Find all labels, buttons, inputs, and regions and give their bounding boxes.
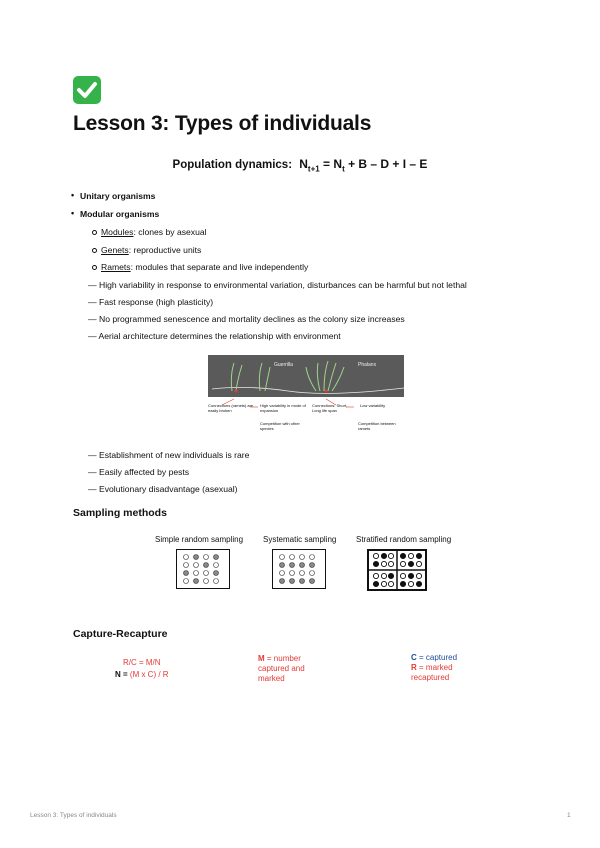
capture-formula-n: N = (M x C) / R	[115, 670, 169, 679]
dash-line: — High variability in response to environmental variation, disturbances can be harmful but not lethal	[88, 280, 467, 290]
dash-line: — Fast response (high plasticity)	[88, 297, 214, 307]
definition-r: R = marked recaptured	[411, 663, 453, 682]
figure-note: Competition between ramets	[358, 421, 396, 431]
dash-line: — Establishment of new individuals is rare	[88, 450, 250, 460]
growth-forms-figure	[208, 355, 404, 435]
figure-note: Competition with other species	[260, 421, 300, 431]
formula-equation: $N_{t+1} = N_t + B - D + I - E$	[299, 157, 428, 174]
figure-label-guerrilla: Guerrilla	[274, 362, 293, 368]
figure-note: Low variability	[360, 403, 386, 408]
simple-random-grid	[176, 549, 230, 589]
bullet-unitary: • Unitary organisms	[80, 191, 155, 201]
figure-note: Connections: Short, Long life span	[312, 403, 348, 413]
footer-title: Lesson 3: Types of individuals	[30, 812, 117, 819]
systematic-grid	[272, 549, 326, 589]
sub-bullet-ramets: Ramets: modules that separate and live independently	[101, 262, 309, 272]
sub-bullet-genets: Genets: reproductive units	[101, 245, 202, 255]
sampling-title-simple: Simple random sampling	[155, 535, 244, 544]
sampling-title-stratified: Stratified random sampling	[356, 535, 452, 544]
figure-note: Connections (ramets) are easily broken	[208, 403, 254, 413]
bullet-modular: • Modular organisms	[80, 209, 159, 219]
population-formula	[0, 157, 600, 173]
dash-line: — Evolutionary disadvantage (asexual)	[88, 484, 238, 494]
sampling-title-systematic: Systematic sampling	[263, 535, 337, 544]
capture-recapture-heading: Capture-Recapture	[73, 628, 168, 640]
capture-formula-ratio: R/C = M/N	[123, 658, 161, 667]
page-title: Lesson 3: Types of individuals	[73, 112, 372, 135]
dash-line: — Easily affected by pests	[88, 467, 190, 477]
figure-label-phalanx: Phalanx	[358, 362, 377, 368]
sub-bullet-modules: Modules: clones by asexual	[101, 227, 207, 237]
figure-note: High variability in mode of expansion	[260, 403, 306, 413]
definition-m: M = number captured and marked	[258, 654, 305, 683]
definition-c: C = captured	[411, 653, 458, 662]
formula-prefix: Population dynamics:	[172, 159, 293, 171]
dash-line: — No programmed senescence and mortality declines as the colony size increases	[88, 314, 405, 324]
dash-line: — Aerial architecture determines the relationship with environment	[88, 331, 341, 341]
footer-page-number: 1	[567, 812, 571, 819]
check-mark-icon	[73, 76, 101, 104]
stratified-grid	[367, 549, 427, 591]
sampling-heading: Sampling methods	[73, 507, 167, 519]
